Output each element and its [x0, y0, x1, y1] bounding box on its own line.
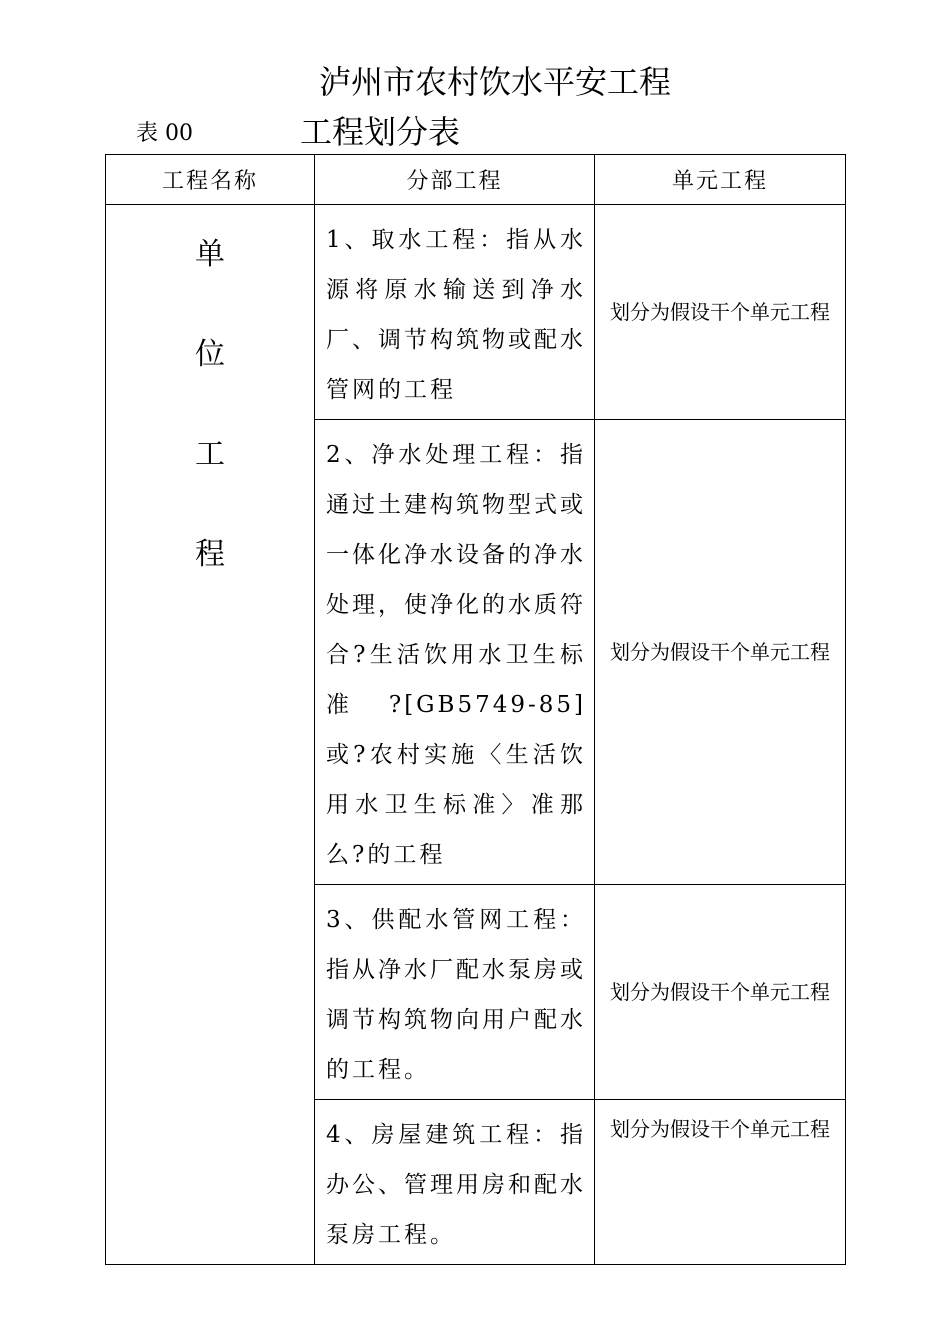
column-header-project-name: 工程名称 — [106, 155, 315, 205]
unit-element-cell: 划分为假设干个单元工程 — [595, 420, 846, 885]
unit-element-cell: 划分为假设干个单元工程 — [595, 1100, 846, 1265]
table-header-row — [106, 155, 846, 205]
division-table — [105, 154, 846, 1265]
subproject-cell: 1、取水工程：指从水源将原水输送到净水厂、调节构筑物或配水管网的工程 — [315, 205, 595, 420]
document-title: 泸州市农村饮水平安工程 — [318, 63, 671, 101]
subproject-cell: 4、房屋建筑工程：指办公、管理用房和配水泵房工程。 — [315, 1100, 595, 1265]
subproject-cell: 3、供配水管网工程：指从净水厂配水泵房或调节构筑物向用户配水的工程。 — [315, 885, 595, 1100]
subproject-cell: 2、净水处理工程：指通过土建构筑物型式或一体化净水设备的净水处理，使净化的水质符合?生活饮用水卫生标准?[GB5749-85]或?农村实施〈生活饮用水卫生标准〉准那么?的工程 — [315, 420, 595, 885]
table-number: 表 00 — [136, 121, 193, 146]
unit-project-char: 工 — [195, 437, 225, 472]
column-header-subproject: 分部工程 — [315, 155, 595, 205]
unit-project-cell — [106, 205, 315, 1265]
unit-project-char: 程 — [195, 537, 225, 572]
unit-project-char: 单 — [195, 237, 225, 272]
table-title: 工程划分表 — [300, 113, 461, 151]
table-row — [106, 205, 846, 420]
unit-project-char: 位 — [195, 337, 225, 372]
unit-element-cell: 划分为假设干个单元工程 — [595, 205, 846, 420]
column-header-unit-element: 单元工程 — [595, 155, 846, 205]
unit-element-cell: 划分为假设干个单元工程 — [595, 885, 846, 1100]
